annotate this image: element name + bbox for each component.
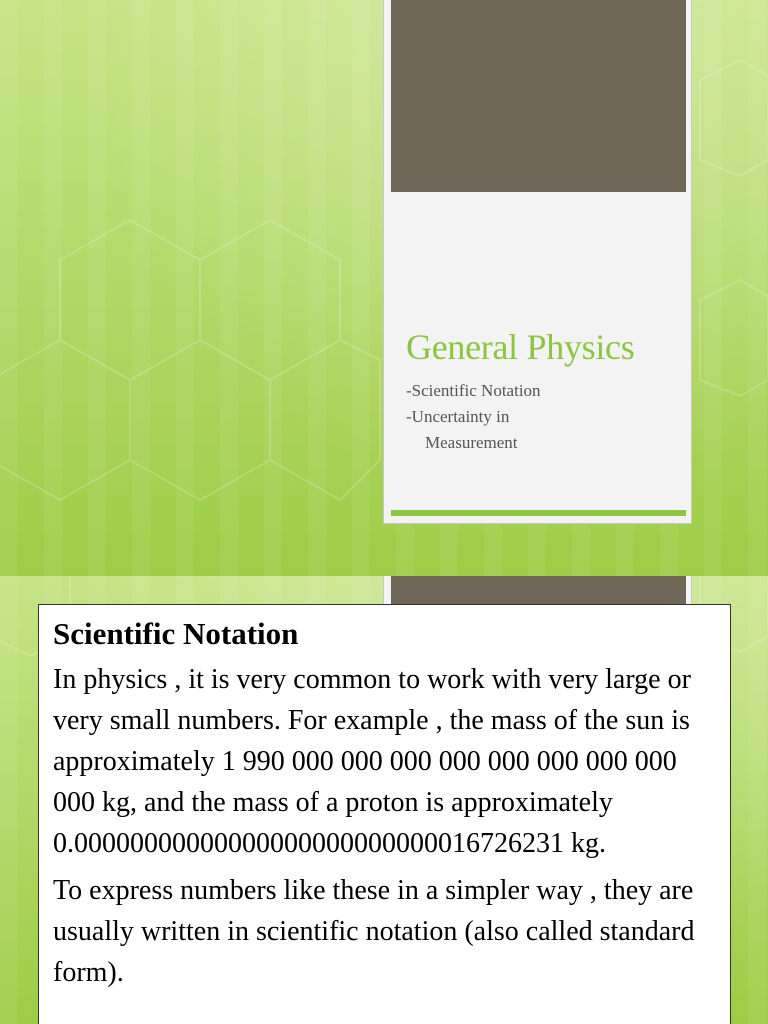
paragraph: In physics , it is very common to work with very large or very small numbers. For example , the mass of the sun is approximately 1 990 000 000 000 000 000 000 000 000 000 kg, and the mass of a proton is approximately 0.00000000000000000000000000016726231 kg. xyxy=(53,664,691,859)
content-slide xyxy=(0,576,768,1024)
presentation-title: General Physics xyxy=(406,327,635,367)
content-text-box xyxy=(38,604,731,1024)
accent-bar xyxy=(391,510,686,516)
subtitle-line: -Scientific Notation xyxy=(406,381,541,400)
slide-heading: Scientific Notation xyxy=(53,616,299,651)
paragraph: To express numbers like these in a simpler way , they are usually written in scientific notation (also called standard form). xyxy=(53,875,695,988)
subtitle-line: Measurement xyxy=(425,433,518,452)
title-card xyxy=(383,0,692,524)
presentation-subtitle xyxy=(406,378,541,456)
subtitle-line: -Uncertainty in xyxy=(406,407,510,426)
title-image-placeholder xyxy=(391,0,686,192)
